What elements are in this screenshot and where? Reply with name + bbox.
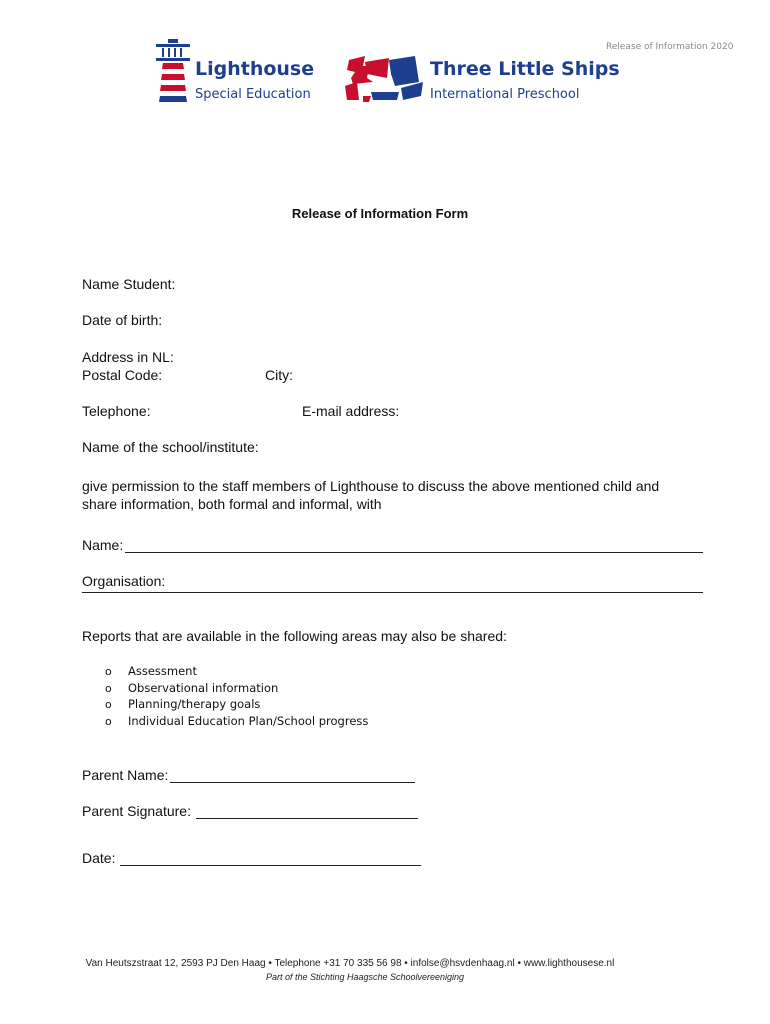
lighthouse-logo: [150, 38, 320, 108]
date-line[interactable]: [120, 865, 421, 866]
email-label: E-mail address:: [302, 403, 400, 419]
list-item: [105, 664, 368, 681]
recipient-organisation-line[interactable]: [82, 592, 703, 593]
report-area-label: Planning/therapy goals: [128, 697, 261, 711]
permission-statement: give permission to the staff members of Lighthouse to discuss the above mentioned child and share information, both formal and informal, with: [82, 478, 660, 512]
bullet-icon: o: [105, 681, 112, 695]
date-label: Date:: [82, 850, 116, 866]
three-little-ships-logo-name: Three Little Ships: [430, 58, 620, 80]
bullet-icon: o: [105, 698, 112, 711]
list-item: [105, 681, 368, 698]
lighthouse-logo-subtitle: Special Education: [195, 87, 311, 102]
report-area-label: Observational information: [128, 680, 279, 695]
reports-intro: Reports that are available in the following areas may also be shared:: [82, 628, 507, 644]
telephone-label: Telephone:: [82, 403, 151, 419]
three-little-ships-logo: [343, 52, 623, 112]
parent-signature-line[interactable]: [196, 818, 418, 819]
three-little-ships-logo-subtitle: International Preschool: [430, 87, 580, 102]
list-item: [105, 697, 368, 714]
date-of-birth-label: Date of birth:: [82, 312, 163, 328]
recipient-name-line[interactable]: [125, 552, 703, 553]
ships-icon: [343, 52, 427, 104]
list-item: [105, 714, 368, 731]
recipient-name-label: Name:: [82, 537, 124, 553]
address-label: Address in NL:: [82, 349, 174, 365]
school-label: Name of the school/institute:: [82, 439, 259, 455]
name-student-label: Name Student:: [82, 276, 176, 292]
report-area-label: Assessment: [128, 664, 197, 678]
lighthouse-icon: [150, 38, 194, 106]
report-area-label: Individual Education Plan/School progress: [128, 713, 369, 728]
footer-foundation: Part of the Stichting Haagsche Schoolvereeniging: [265, 972, 465, 982]
bullet-icon: o: [105, 665, 112, 678]
parent-name-label: Parent Name:: [82, 767, 169, 783]
postal-code-label: Postal Code:: [82, 367, 163, 383]
form-title: Release of Information Form: [291, 206, 469, 221]
document-reference: Release of Information 2020: [606, 42, 734, 52]
footer-address: Van Heutszstraat 12, 2593 PJ Den Haag • Telephone +31 70 335 56 98 • infolse@hsvdenhaag.nl • www.lighthousese.nl: [85, 958, 615, 969]
lighthouse-logo-name: Lighthouse: [195, 58, 315, 80]
city-label: City:: [265, 367, 293, 383]
parent-name-line[interactable]: [170, 782, 415, 783]
recipient-organisation-label: Organisation:: [82, 573, 166, 589]
parent-signature-label: Parent Signature:: [82, 803, 191, 819]
reports-list: [105, 664, 368, 730]
bullet-icon: o: [105, 714, 112, 728]
